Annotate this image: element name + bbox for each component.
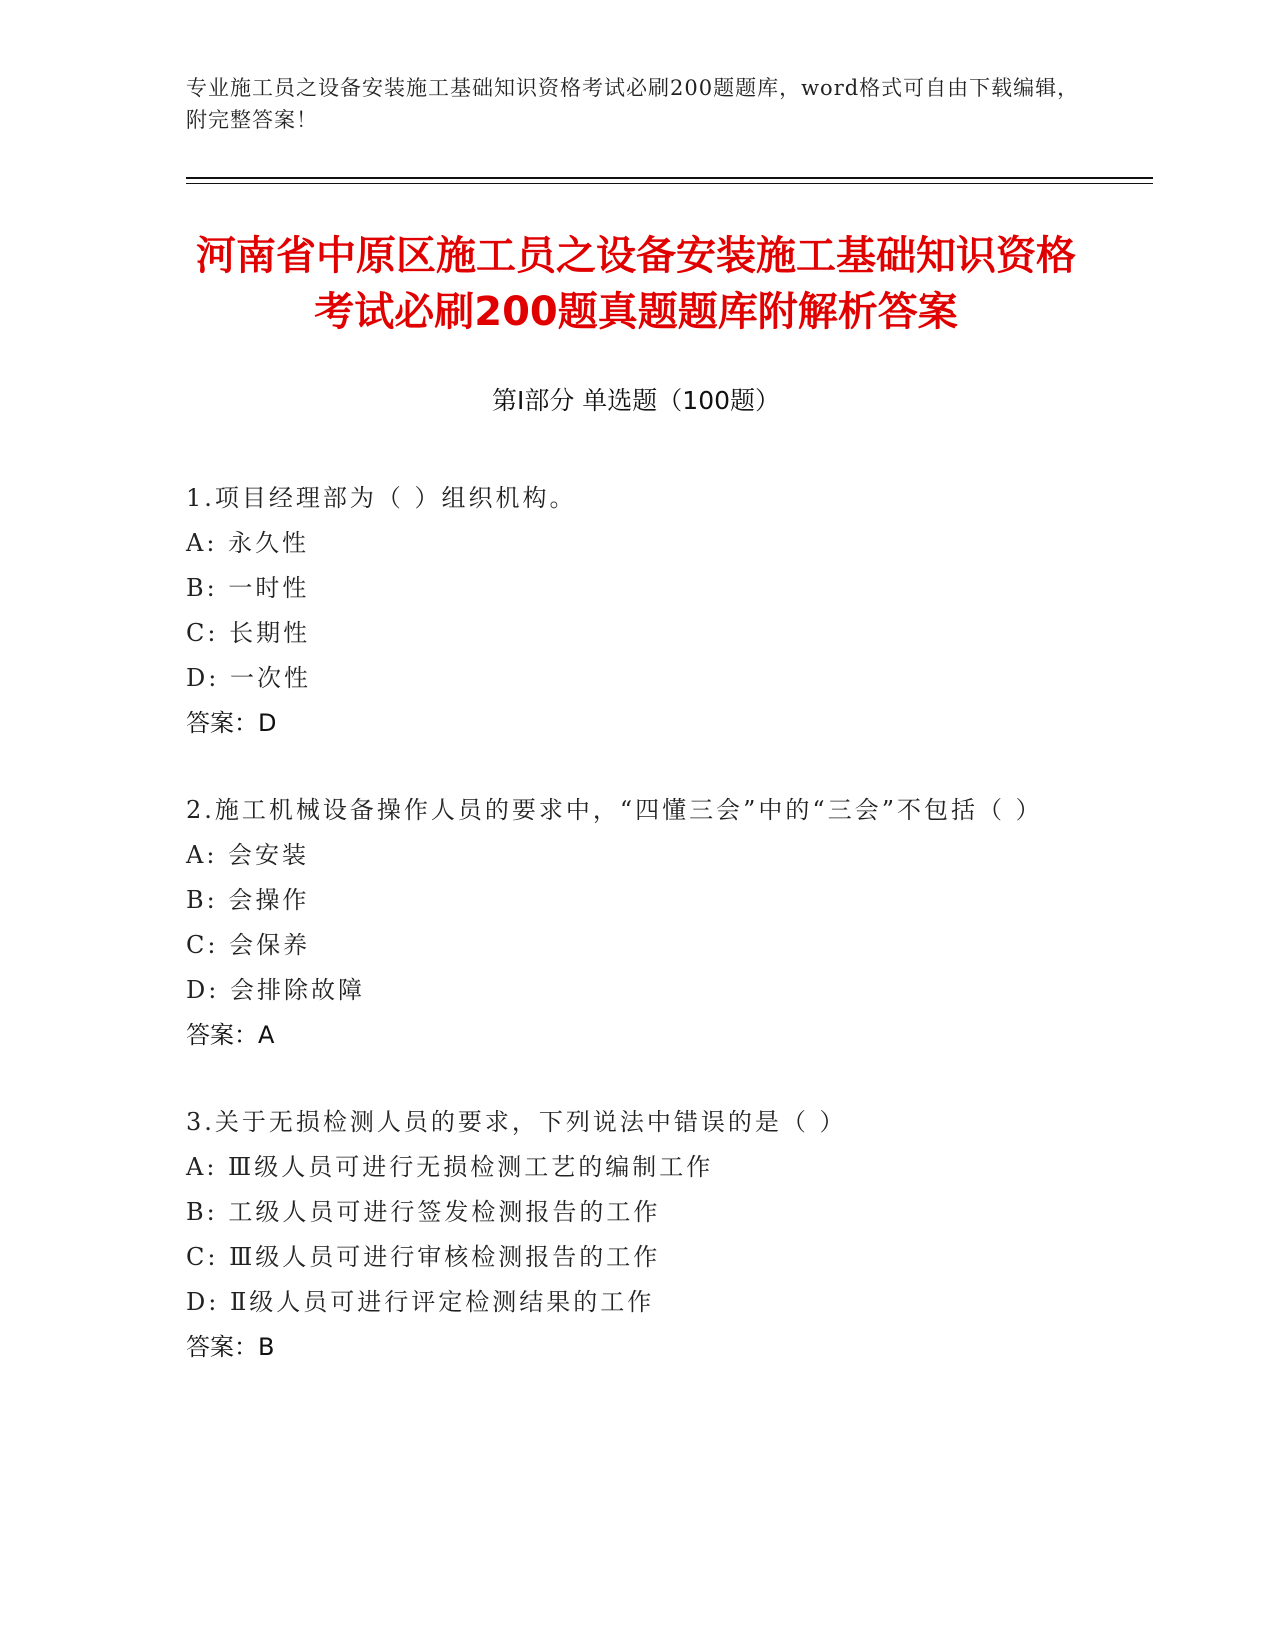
option-c: C: 长期性: [186, 619, 311, 647]
question-text: 3.关于无损检测人员的要求，下列说法中错误的是（ ）: [186, 1108, 847, 1136]
answer: 答案：B: [186, 1333, 275, 1361]
option-d: D: 会排除故障: [186, 976, 365, 1004]
option-d: D: Ⅱ级人员可进行评定检测结果的工作: [186, 1288, 655, 1316]
question-list: [186, 476, 1066, 1412]
option-a: A: Ⅲ级人员可进行无损检测工艺的编制工作: [186, 1153, 714, 1181]
question-1: [186, 476, 1066, 746]
option-a: A: 会安装: [186, 841, 310, 869]
option-a: A: 永久性: [186, 529, 310, 557]
header-rule-thick: [186, 177, 1153, 179]
option-b: B: 一时性: [186, 574, 310, 602]
answer: 答案：A: [186, 1021, 275, 1049]
question-text: 2.施工机械设备操作人员的要求中，“四懂三会”中的“三会”不包括（ ）: [186, 796, 1043, 824]
section-title: 第Ⅰ部分 单选题（100题）: [491, 386, 781, 415]
question-2: [186, 788, 1066, 1058]
option-c: C: Ⅲ级人员可进行审核检测报告的工作: [186, 1243, 661, 1271]
question-text: 1.项目经理部为（ ）组织机构。: [186, 484, 577, 512]
question-3: [186, 1100, 1066, 1370]
header-rule-thin: [186, 183, 1153, 184]
document-title: 河南省中原区施工员之设备安装施工基础知识资格考试必刷200题真题题库附解析答案: [196, 233, 1076, 335]
option-c: C: 会保养: [186, 931, 311, 959]
option-b: B: 工级人员可进行签发检测报告的工作: [186, 1198, 661, 1226]
header-note: 专业施工员之设备安装施工基础知识资格考试必刷200题题库，word格式可自由下载编辑，附完整答案！: [186, 76, 1080, 132]
answer: 答案：D: [186, 709, 277, 737]
option-d: D: 一次性: [186, 664, 311, 692]
option-b: B: 会操作: [186, 886, 310, 914]
